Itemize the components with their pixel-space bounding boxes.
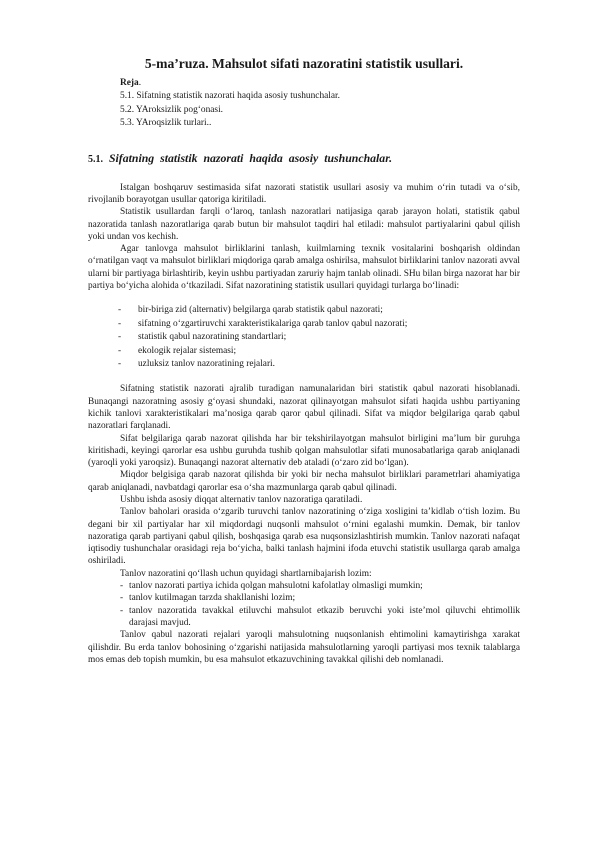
paragraph: Tanlov qabul nazorati rejalari yaroqli mahsulotning nuqsonlanish ehtimolini kamaytirishga xarakat qilishdir. Bu erda tanlov bohosining o‘zgarishi natijasida mahsulotlarning yaroqli partiyasi mos texnik talablarga mos emas deb topish mumkin, bu esa mahsulot etkazuvchining tavakkal qilishi deb nomlanadi. [88,630,520,665]
plan-item-1: 5.1. Sifatning statistik nazorati haqida asosiy tushunchalar. [120,91,341,102]
lecture-title: 5-ma’ruza. Mahsulot sifati nazoratini statistik usullari. [144,56,464,71]
paragraph: Ushbu ishda asosiy diqqat alternativ tanlov nazoratiga qaratiladi. [120,495,363,505]
conditions-list [88,580,520,629]
list-item: - statistik qabul nazoratining standartlari; [118,331,520,344]
plan-item-3: 5.3. YAroqsizlik turlari.. [120,118,212,129]
list-item: - sifatning o‘zgartiruvchi xarakteristikalariga qarab tanlov qabul nazorati; [118,318,520,331]
list-item: - bir-biriga zid (alternativ) belgilarga qarab statistik qabul nazorati; [118,304,520,317]
section-title: Sifatning statistik nazorati haqida asosiy tushunchalar. [108,150,393,165]
paragraph: Agar tanlovga mahsulot birliklarini tanlash, kuilmlarning texnik vositalarini boshqarish oldindan o‘rnatilgan vaqt va mahsulot birliklari miqdoriga qarab amalga oshirilsa, mahsulot birliklarini tanlov nazorati avval ularni bir partiyaga birlashtirib, keyin ushbu partiyadan zaruriy hajm tanlab olinadi. SHu bilan birga nazorat har bir partiya bo‘yicha alohida o‘tkaziladi. Sifat nazoratining statistik usullari quyidagi turlarga bo‘linadi: [88,244,520,291]
list-item: - tanlov nazorati partiya ichida qolgan mahsulotni kafolatlay olmasligi mumkin; [120,580,520,592]
plan-item-2: 5.2. YAroksizlik pog‘onasi. [120,104,224,115]
paragraph: Tanlov nazoratini qo‘llash uchun quyidagi shartlarnibajarish lozim: [120,568,372,579]
paragraph: Tanlov baholari orasida o‘zgarib turuvchi tanlov nazoratining o‘ziga xosligini ta’kidlab o‘tish lozim. Bu degani bir xil partiyalar har xil miqdordagi nuqsonli mahsulot o‘rnini egalashi mumkin. Demak, bir tanlov nazoratiga qarab partiyani qabul qilish, boshqasiga qarab esa nuqsonsizlashtirish mumkin. Tanlov nazorati nafaqat iqtisodiy tushunchalar orasidagi reja bo‘yicha, balki tanlash hajmini ifoda etuvchi statistik usullarga qarab amalga oshiriladi. [88,507,520,567]
paragraph: Miqdor belgisiga qarab nazorat qilishda bir yoki bir necha mahsulot birliklari parametrlari ahamiyatiga qarab aniqlanadi, navbatdagi qarorlar esa o‘sha mazmunlarga qarab qabul qilinadi. [88,470,520,493]
paragraph: Sifatning statistik nazorati ajralib turadigan namunalaridan biri statistik qabul nazorati hisoblanadi. Bunaqangi nazoratning asosiy g‘oyasi shundaki, nazorat qilinayotgan mahsulot sifati haqida ushbu partiyaning kichik tanlovi xarakteristikalari ma’nosiga qarab qaror qabul qilinadi. Sifat va miqdor belgilariga qarab qabul nazoratlari farqlanadi. [88,384,520,432]
section-number: 5.1. [88,153,103,165]
paragraph: Statistik usullardan farqli o‘laroq, tanlash nazoratlari natijasiga qarab jarayon holati, statistik qabul nazoratida tanlash nazoratlariga qarab butun bir mahsulot taqdiri hal etiladi: mahsulot partiyalarini qabul qilish yoki undan vos kechish. [88,207,520,242]
document-page [88,56,520,666]
paragraph: Istalgan boshqaruv sestimasida sifat nazorati statistik usullari asosiy va muhim o‘rin tutadi va o‘sib, rivojlanib borayotgan usullar qatoriga kiritiladi. [88,182,520,205]
plan-label: Reja [120,78,139,88]
paragraph: Sifat belgilariga qarab nazorat qilishda har bir tekshirilayotgan mahsulot birligini ma’lum bir guruhga kiritishadi, keyingi qarorlar esa ushbu guruhda tushib qolgan mahsulotlar sifati munosabatlariga qarab aniqlanadi (yaroqli yoki yaroqsiz). Bunaqangi nazorat alternativ deb ataladi (o‘zaro zid bo‘lgan). [88,433,520,469]
section-heading [88,151,520,167]
list-item: - tanlov kutilmagan tarzda shakllanishi lozim; [120,592,520,604]
list-item: - uzluksiz tanlov nazoratining rejalari. [118,358,520,371]
methods-list [88,304,520,371]
list-item: - ekologik rejalar sistemasi; [118,345,520,358]
plan-block: Reja. 5.1. Sifatning statistik nazorati haqida asosiy tushunchalar. 5.2. YAroksizlik pog‘onasi. 5.3. YAroqsizlik turlari.. [120,77,520,131]
list-item: - tanlov nazoratida tavakkal etiluvchi mahsulot etkazib beruvchi yoki iste’mol qiluvchi ehtimollik darajasi mavjud. [120,605,520,630]
